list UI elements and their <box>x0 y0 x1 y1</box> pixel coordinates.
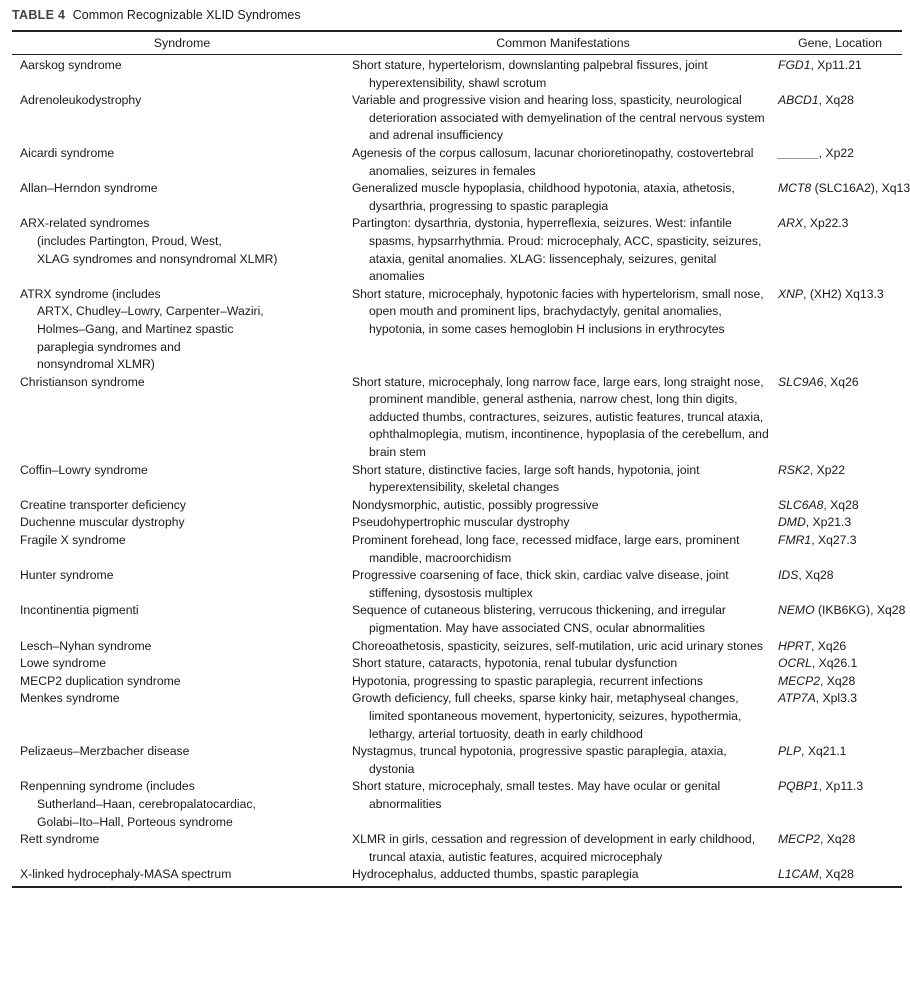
gene-location: , Xq26.1 <box>811 656 858 671</box>
manifestations-cell <box>352 180 774 215</box>
manifestations-text: Nondysmorphic, autistic, possibly progressive <box>352 497 599 512</box>
gene-cell <box>774 655 902 673</box>
syndrome-cell <box>12 462 352 497</box>
gene-location: , Xq26 <box>810 638 847 653</box>
syndrome-cell <box>12 602 352 637</box>
gene-cell <box>774 831 902 866</box>
syndrome-cell <box>12 690 352 743</box>
syndrome-subline: (includes Partington, Proud, West, <box>37 233 222 248</box>
manifestations-text: Sequence of cutaneous blistering, verrucous thickening, and irregular pigmentation. May have associated CNS, ocular abnormalities <box>352 603 726 635</box>
gene-symbol: RSK2 <box>778 462 810 477</box>
gene-alias: (SLC16A2) <box>811 181 875 196</box>
table-caption <box>12 7 902 23</box>
syndrome-name: Coffin–Lowry syndrome <box>20 462 148 477</box>
syndrome-cell <box>12 655 352 673</box>
manifestations-cell <box>352 655 774 673</box>
syndrome-cell <box>12 514 352 532</box>
gene-symbol: ______ <box>778 145 819 160</box>
syndrome-subline: XLAG syndromes and nonsyndromal XLMR) <box>37 251 278 266</box>
gene-cell <box>774 215 902 285</box>
manifestations-text: Short stature, microcephaly, small testes. May have ocular or genital abnormalities <box>352 779 721 811</box>
syndrome-name: Aarskog syndrome <box>20 58 122 72</box>
gene-location: , Xp22 <box>818 145 854 160</box>
manifestations-text: Nystagmus, truncal hypotonia, progressive spastic paraplegia, ataxia, dystonia <box>352 744 727 776</box>
syndrome-cell <box>12 92 352 145</box>
gene-location: , Xp22 <box>809 462 846 477</box>
manifestations-cell <box>352 462 774 497</box>
gene-cell <box>774 462 902 497</box>
table-row <box>12 655 902 673</box>
gene-location: , Xq13 <box>874 181 910 196</box>
syndrome-cell <box>12 866 352 886</box>
syndrome-name: X-linked hydrocephaly-MASA spectrum <box>20 867 232 882</box>
gene-location: , Xq28 <box>798 568 834 583</box>
gene-symbol: ABCD1 <box>778 93 819 108</box>
gene-location: , Xq28 <box>820 673 856 688</box>
table-row <box>12 180 902 215</box>
syndrome-name: MECP2 duplication syndrome <box>20 673 181 688</box>
syndrome-cell <box>12 673 352 691</box>
manifestations-cell <box>352 532 774 567</box>
syndrome-cell <box>12 286 352 374</box>
syndrome-table <box>12 32 910 886</box>
gene-location: , Xp11.21 <box>810 58 862 72</box>
bottom-rule <box>12 886 902 888</box>
syndrome-subline: ARTX, Chudley–Lowry, Carpenter–Waziri, <box>37 304 264 319</box>
manifestations-text: Choreoathetosis, spasticity, seizures, self-mutilation, uric acid urinary stones <box>352 638 763 653</box>
manifestations-text: Hydrocephalus, adducted thumbs, spastic paraplegia <box>352 867 639 882</box>
gene-symbol: ARX <box>778 216 804 231</box>
gene-symbol: IDS <box>778 568 799 583</box>
gene-cell <box>774 743 902 778</box>
header-syndrome: Syndrome <box>12 32 352 55</box>
manifestations-cell <box>352 286 774 374</box>
gene-location: , Xp21.3 <box>805 515 852 530</box>
syndrome-cell <box>12 567 352 602</box>
table-title: Common Recognizable XLID Syndromes <box>72 8 301 22</box>
manifestations-text: Pseudohypertrophic muscular dystrophy <box>352 515 570 530</box>
gene-alias: (IKB6KG) <box>814 603 871 618</box>
manifestations-text: Growth deficiency, full cheeks, sparse kinky hair, metaphyseal changes, limited spontaneous movement, hypertonicity, seizures, hypothermia, lethargy, arterial tortuosity, death in early childhood <box>352 691 742 741</box>
syndrome-name: Pelizaeus–Merzbacher disease <box>20 744 190 759</box>
syndrome-name: Adrenoleukodystrophy <box>20 93 142 108</box>
gene-symbol: FMR1 <box>778 533 812 548</box>
gene-symbol: XNP <box>778 286 804 301</box>
syndrome-name: Aicardi syndrome <box>20 145 115 160</box>
gene-cell <box>774 532 902 567</box>
table-row <box>12 462 902 497</box>
gene-location: , Xq27.3 <box>811 533 857 548</box>
syndrome-cell <box>12 374 352 462</box>
manifestations-text: Short stature, microcephaly, hypotonic facies with hypertelorism, small nose, open mouth and prominent lips, brachydactyly, genital anomalies, hypotonia, in some cases hemoglobin H inclusions in erythrocytes <box>352 286 764 336</box>
gene-location: , Xq28 <box>820 832 856 847</box>
syndrome-name: ATRX syndrome (includes <box>20 286 161 301</box>
manifestations-text: Generalized muscle hypoplasia, childhood hypotonia, ataxia, athetosis, dysarthria, progressing to spastic paraplegia <box>352 181 735 213</box>
table-row <box>12 497 902 515</box>
gene-cell <box>774 180 910 215</box>
syndrome-name: Duchenne muscular dystrophy <box>20 515 185 530</box>
gene-cell <box>774 567 902 602</box>
manifestations-cell <box>352 690 774 743</box>
table-row <box>12 145 902 180</box>
manifestations-text: XLMR in girls, cessation and regression of development in early childhood, truncal ataxia, autistic features, acquired microcephaly <box>352 832 756 864</box>
manifestations-cell <box>352 778 774 831</box>
manifestations-text: Progressive coarsening of face, thick skin, cardiac valve disease, joint stiffening, dysostosis multiplex <box>352 568 729 600</box>
manifestations-cell <box>352 743 774 778</box>
gene-symbol: SLC6A8 <box>778 497 824 512</box>
gene-location: , Xq28 <box>870 603 906 618</box>
table-row <box>12 866 902 886</box>
syndrome-subline: nonsyndromal XLMR) <box>37 357 155 372</box>
table-row <box>12 673 902 691</box>
table-row <box>12 831 902 866</box>
syndrome-name: Fragile X syndrome <box>20 533 126 548</box>
manifestations-cell <box>352 55 774 93</box>
table-row <box>12 286 902 374</box>
manifestations-cell <box>352 567 774 602</box>
syndrome-cell <box>12 532 352 567</box>
manifestations-cell <box>352 145 774 180</box>
manifestations-cell <box>352 638 774 656</box>
syndrome-cell <box>12 638 352 656</box>
syndrome-name: Hunter syndrome <box>20 568 114 583</box>
gene-location: , Xp22.3 <box>803 216 849 231</box>
table-row <box>12 514 902 532</box>
gene-location: , Xq26 <box>823 374 859 389</box>
table-label: TABLE 4 <box>12 8 66 22</box>
gene-symbol: HPRT <box>778 638 811 653</box>
manifestations-text: Short stature, microcephaly, long narrow face, large ears, long straight nose, prominent mandible, general asthenia, narrow chest, long thin digits, adducted thumbs, contractures, seizures, autistic features, truncal ataxia, ophthalmoplegia, mutism, incontinence, hypoplasia of the cerebellum, and brain stem <box>352 374 769 460</box>
syndrome-subline: Golabi–Ito–Hall, Porteous syndrome <box>37 814 233 829</box>
syndrome-subline: Holmes–Gang, and Martinez spastic <box>37 321 234 336</box>
table-row <box>12 602 902 637</box>
table-body <box>12 55 910 886</box>
gene-symbol: OCRL <box>778 656 812 671</box>
gene-cell <box>774 92 902 145</box>
syndrome-cell <box>12 215 352 285</box>
gene-cell <box>774 497 902 515</box>
gene-cell <box>774 145 902 180</box>
gene-symbol: MECP2 <box>778 832 820 847</box>
syndrome-cell <box>12 831 352 866</box>
gene-cell <box>774 690 902 743</box>
manifestations-text: Short stature, distinctive facies, large soft hands, hypotonia, joint hyperextensibility, skeletal changes <box>352 462 700 495</box>
gene-cell <box>774 514 902 532</box>
manifestations-cell <box>352 602 774 637</box>
gene-cell <box>774 638 902 656</box>
table-row <box>12 567 902 602</box>
syndrome-name: Renpenning syndrome (includes <box>20 779 195 794</box>
syndrome-name: Christianson syndrome <box>20 374 145 389</box>
table-row <box>12 743 902 778</box>
syndrome-cell <box>12 497 352 515</box>
syndrome-name: Menkes syndrome <box>20 691 120 706</box>
syndrome-name: Lesch–Nyhan syndrome <box>20 638 152 653</box>
manifestations-cell <box>352 866 774 886</box>
syndrome-name: ARX-related syndromes <box>20 216 150 231</box>
syndrome-cell <box>12 180 352 215</box>
syndrome-subline: Sutherland–Haan, cerebropalatocardiac, <box>37 796 256 811</box>
gene-symbol: DMD <box>778 515 806 530</box>
gene-symbol: NEMO <box>778 603 815 618</box>
manifestations-text: Variable and progressive vision and hearing loss, spasticity, neurological deterioration associated with demyelination of the central nervous system and adrenal insufficiency <box>352 93 765 143</box>
gene-location: , Xp11.3 <box>818 779 864 794</box>
gene-symbol: FGD1 <box>778 58 811 72</box>
syndrome-name: Allan–Herndon syndrome <box>20 181 158 196</box>
manifestations-text: Short stature, hypertelorism, downslanting palpebral fissures, joint hyperextensibility, shawl scrotum <box>352 58 708 90</box>
gene-location: , Xq28 <box>823 497 859 512</box>
manifestations-cell <box>352 497 774 515</box>
table-row <box>12 532 902 567</box>
gene-alias: , (XH2) <box>803 286 842 301</box>
syndrome-name: Lowe syndrome <box>20 656 107 671</box>
syndrome-cell <box>12 55 352 93</box>
gene-symbol: PQBP1 <box>778 779 819 794</box>
manifestations-cell <box>352 673 774 691</box>
gene-symbol: L1CAM <box>778 867 819 882</box>
gene-location: , Xq28 <box>818 93 854 108</box>
manifestations-text: Agenesis of the corpus callosum, lacunar chorioretinopathy, costovertebral anomalies, seizures in females <box>352 145 754 178</box>
gene-cell <box>774 602 906 637</box>
gene-cell <box>774 778 902 831</box>
gene-cell <box>774 866 902 886</box>
syndrome-name: Rett syndrome <box>20 832 100 847</box>
syndrome-cell <box>12 778 352 831</box>
manifestations-text: Hypotonia, progressing to spastic paraplegia, recurrent infections <box>352 673 703 688</box>
manifestations-cell <box>352 215 774 285</box>
syndrome-cell <box>12 145 352 180</box>
manifestations-text: Partington: dysarthria, dystonia, hyperreflexia, seizures. West: infantile spasms, hypsarrhythmia. Proud: microcephaly, ACC, spasticity, seizures, ataxia, genital anomalies. XLAG: lissencephaly, seizures, genital anomalies <box>352 216 762 284</box>
manifestations-cell <box>352 92 774 145</box>
gene-location: Xq13.3 <box>841 286 884 301</box>
syndrome-name: Incontinentia pigmenti <box>20 603 139 618</box>
table-row <box>12 92 902 145</box>
syndrome-subline: paraplegia syndromes and <box>37 339 181 354</box>
gene-cell <box>774 673 902 691</box>
table-row <box>12 690 902 743</box>
syndrome-cell <box>12 743 352 778</box>
manifestations-cell <box>352 374 774 462</box>
gene-location: , Xq28 <box>818 867 854 882</box>
header-manifestations: Common Manifestations <box>352 32 774 55</box>
manifestations-text: Prominent forehead, long face, recessed midface, large ears, prominent mandible, macroorchidism <box>352 533 740 565</box>
header-gene-location: Gene, Location <box>774 32 902 55</box>
gene-symbol: PLP <box>778 744 802 759</box>
table-row <box>12 55 902 93</box>
manifestations-text: Short stature, cataracts, hypotonia, renal tubular dysfunction <box>352 656 678 671</box>
gene-location: , Xq21.1 <box>801 744 847 759</box>
gene-symbol: MECP2 <box>778 673 820 688</box>
gene-cell <box>774 286 902 374</box>
gene-symbol: SLC9A6 <box>778 374 824 389</box>
gene-symbol: ATP7A <box>778 691 816 706</box>
table-row <box>12 374 902 462</box>
table-row <box>12 215 902 285</box>
gene-cell <box>774 55 902 93</box>
manifestations-cell <box>352 514 774 532</box>
manifestations-cell <box>352 831 774 866</box>
gene-symbol: MCT8 <box>778 181 812 196</box>
gene-cell <box>774 374 902 462</box>
table-row <box>12 778 902 831</box>
gene-location: , Xpl3.3 <box>815 691 858 706</box>
header-row <box>12 32 902 55</box>
syndrome-name: Creatine transporter deficiency <box>20 497 186 512</box>
table-row <box>12 638 902 656</box>
